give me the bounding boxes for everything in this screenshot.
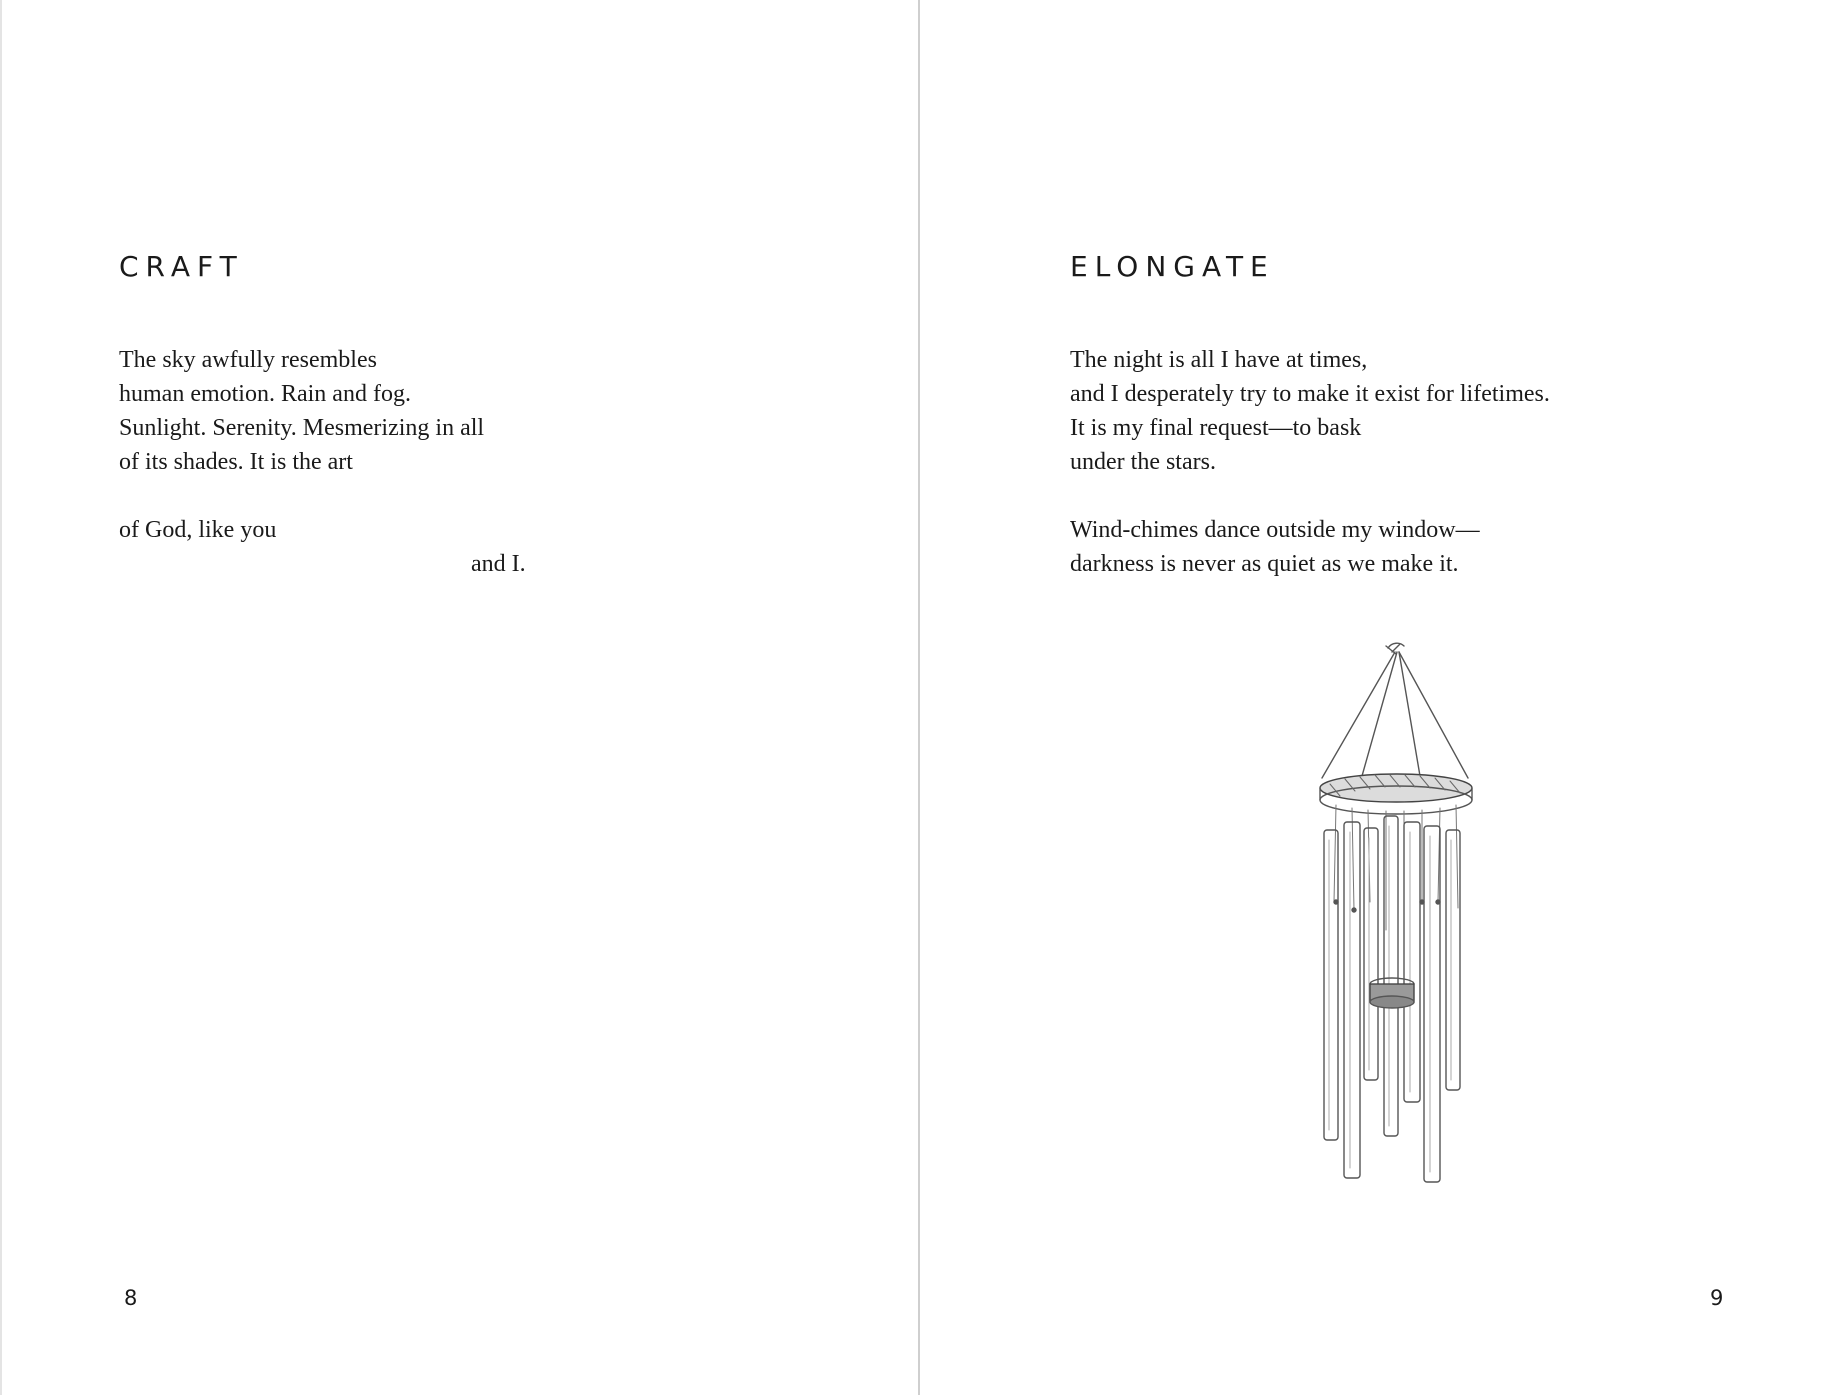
poem-line: and I. xyxy=(471,551,526,577)
right-page xyxy=(920,0,1833,1395)
poem-line: Wind-chimes dance outside my window— xyxy=(1070,517,1480,543)
poem-line: The night is all I have at times, xyxy=(1070,347,1368,373)
poem-line: of its shades. It is the art xyxy=(119,449,353,475)
poem-title: ELONGATE xyxy=(1070,250,1275,283)
poem-body xyxy=(119,343,526,581)
wind-chime-illustration xyxy=(1300,640,1500,1200)
page-number: 8 xyxy=(124,1286,138,1310)
poem-line: and I desperately try to make it exist for lifetimes. xyxy=(1070,381,1550,407)
poem-body xyxy=(1070,343,1550,581)
poem-title: CRAFT xyxy=(119,250,244,283)
poem-line: The sky awfully resembles xyxy=(119,347,377,373)
stanza-break xyxy=(1070,479,1550,513)
stanza-break xyxy=(119,479,526,513)
poem-line: Sunlight. Serenity. Mesmerizing in all xyxy=(119,415,485,441)
poem-line: under the stars. xyxy=(1070,449,1216,475)
poem-line: darkness is never as quiet as we make it. xyxy=(1070,551,1459,577)
poem-line: human emotion. Rain and fog. xyxy=(119,381,411,407)
page-number: 9 xyxy=(1710,1286,1724,1310)
poem-line: It is my final request—to bask xyxy=(1070,415,1362,441)
poem-line: of God, like you xyxy=(119,517,277,543)
